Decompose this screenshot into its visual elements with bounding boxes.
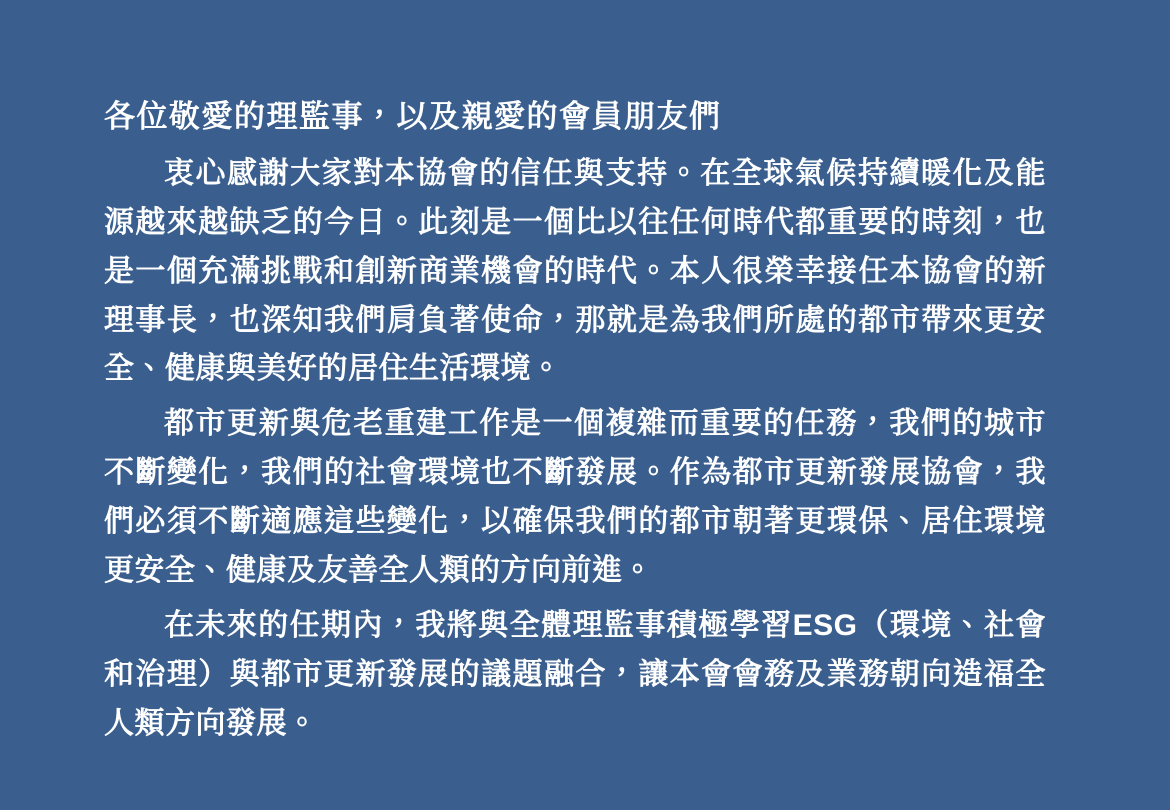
paragraph-2: 都市更新與危老重建工作是一個複雜而重要的任務，我們的城市不斷變化，我們的社會環境也不斷發展。作為都市更新發展協會，我們必須不斷適應這些變化，以確保我們的都市朝著更環保、居住環境更安全、健康及友善全人類的方向前進。: [104, 407, 1046, 587]
paragraph-3: 在未來的任期內，我將與全體理監事積極學習ESG（環境、社會和治理）與都市更新發展的議題融合，讓本會會務及業務朝向造福全人類方向發展。: [104, 608, 1046, 740]
slide-heading: 各位敬愛的理監事，以及親愛的會員朋友們: [104, 99, 722, 134]
slide-content: [104, 96, 1046, 749]
paragraph-1: 衷心感謝大家對本協會的信任與支持。在全球氣候持續暖化及能源越來越缺乏的今日。此刻是一個比以往任何時代都重要的時刻，也是一個充滿挑戰和創新商業機會的時代。本人很榮幸接任本協會的新理事長，也深知我們肩負著使命，那就是為我們所處的都市帶來更安全、健康與美好的居住生活環境。: [104, 156, 1046, 386]
